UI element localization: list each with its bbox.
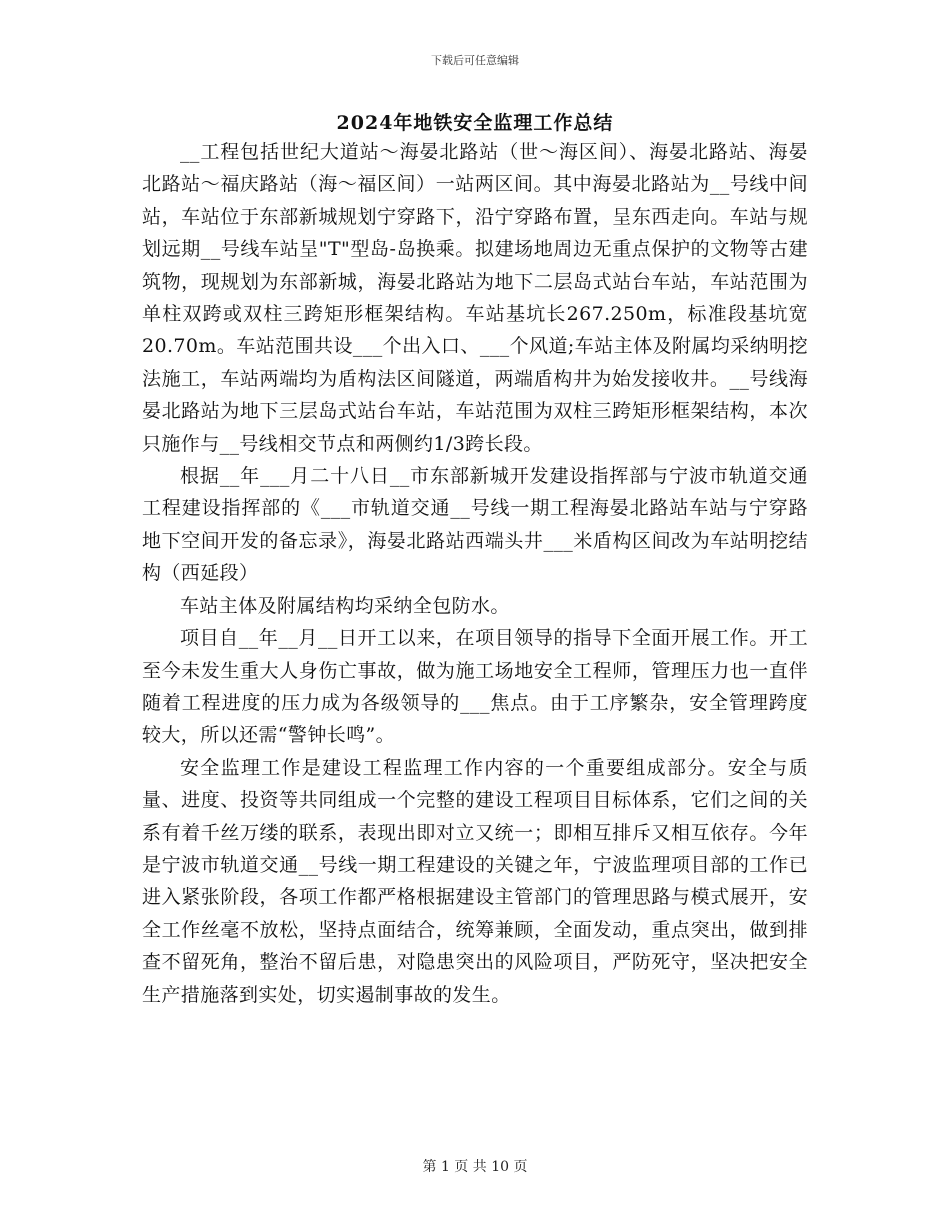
paragraph-safety-supervision: 安全监理工作是建设工程监理工作内容的一个重要组成部分。安全与质量、进度、投资等共同组成一个完整的建设工程项目目标体系，它们之间的关系有着千丝万缕的联系，表现出即对立又统一；即相互排斥又相互依存。今年是宁波市轨道交通__号线一期工程建设的关键之年，宁波监理项目部的工作已进入紧张阶段，各项工作都严格根据建设主管部门的管理思路与模式展开，安全工作丝毫不放松，坚持点面结合，统筹兼顾，全面发动，重点突出，做到排查不留死角，整治不留后患，对隐患突出的风险项目，严防死守，坚决把安全生产措施落到实处，切实遏制事故的发生。 — [142, 756, 808, 1006]
paragraph-waterproofing: 车站主体及附属结构均采纳全包防水。 — [180, 594, 510, 617]
document-body — [142, 136, 808, 1011]
page-header-note: 下载后可任意编辑 — [431, 54, 519, 67]
document-title: 2024年地铁安全监理工作总结 — [336, 112, 614, 134]
paragraph-project-progress: 项目自__年__月__日开工以来，在项目领导的指导下全面开展工作。开工至今未发生重大人身伤亡事故，做为施工场地安全工程师，管理压力也一直伴随着工程进度的压力成为各级领导的___焦点。由于工序繁杂，安全管理跨度较大，所以还需“警钟长鸣”。 — [142, 627, 808, 747]
page-number-footer: 第 1 页 共 10 页 — [422, 1159, 528, 1175]
paragraph-memorandum: 根据__年___月二十八日__市东部新城开发建设指挥部与宁波市轨道交通工程建设指挥部的《___市轨道交通__号线一期工程海晏北路站车站与宁穿路地下空间开发的备忘录》，海晏北路站西端头井___米盾构区间改为车站明挖结构（西延段） — [142, 465, 808, 585]
paragraph-project-overview: __工程包括世纪大道站～海晏北路站（世～海区间）、海晏北路站、海晏北路站～福庆路站（海～福区间）一站两区间。其中海晏北路站为__号线中间站，车站位于东部新城规划宁穿路下，沿宁穿路布置，呈东西走向。车站与规划远期__号线车站呈"T"型岛-岛换乘。拟建场地周边无重点保护的文物等古建筑物，现规划为东部新城，海晏北路站为地下二层岛式站台车站，车站范围为单柱双跨或双柱三跨矩形框架结构。车站基坑长267.250m，标准段基坑宽20.70m。车站范围共设___个出入口、___个风道;车站主体及附属均采纳明挖法施工，车站两端均为盾构法区间隧道，两端盾构井为始发接收井。__号线海晏北路站为地下三层岛式站台车站，车站范围为双柱三跨矩形框架结构，本次只施作与__号线相交节点和两侧约1/3跨长段。 — [142, 141, 808, 455]
